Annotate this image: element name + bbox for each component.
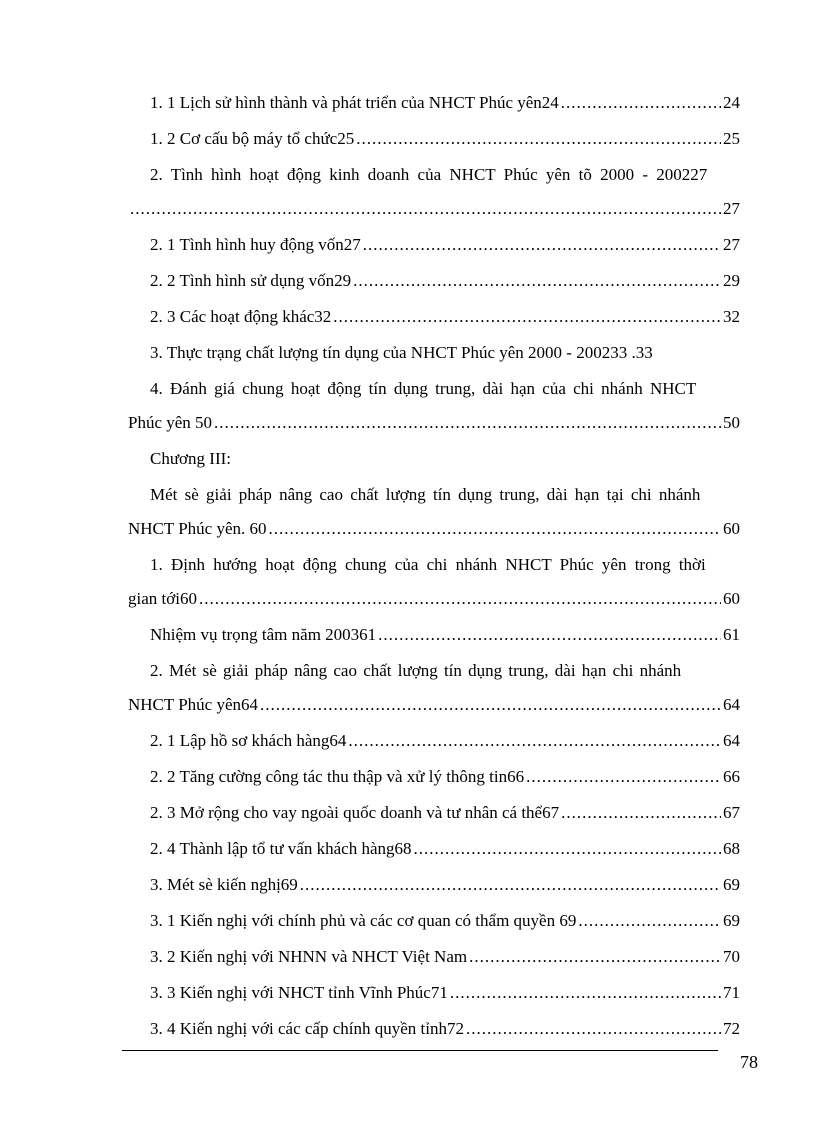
toc-entry[interactable] [128, 618, 740, 652]
toc-entry[interactable] [128, 228, 740, 262]
toc-entry-text: Mét sè giải pháp nâng cao chất lượng tín dụng trung, dài hạn tại chi nhánh [150, 485, 701, 504]
toc-entry-page: 64 [723, 695, 740, 714]
toc-entry-page: 67 [723, 803, 740, 822]
toc-entry-page: 27 [723, 199, 740, 218]
toc-entry-text: 2. 3 Mở rộng cho vay ngoài quốc doanh và tư nhân cá thể67 [150, 803, 560, 822]
toc-entry-text: 3. Mét sè kiến nghị69 [150, 875, 298, 894]
toc-entry-text: 1. Định hướng hoạt động chung của chi nhánh NHCT Phúc yên trong thời [150, 555, 706, 574]
toc-entry-page: 24 [723, 93, 740, 112]
toc-leader-dots [199, 582, 721, 616]
toc-entry-text: Nhiệm vụ trọng tâm năm 200361 [150, 625, 377, 644]
toc-entry-page: 32 [723, 307, 740, 326]
toc-entry-text: 2. 3 Các hoạt động khác32 [150, 307, 332, 326]
toc-leader-dots [450, 976, 721, 1010]
toc-entry-page: 66 [723, 767, 740, 786]
toc-entry[interactable] [128, 158, 740, 226]
toc-leader-dots [578, 904, 721, 938]
toc-entry-text: 2. Tình hình hoạt động kinh doanh của NHCT Phúc yên tõ 2000 - 200227 [150, 165, 708, 184]
chapter-heading [128, 442, 740, 476]
toc-entry[interactable] [128, 336, 740, 370]
toc-leader-dots [269, 512, 721, 546]
toc-entry-text: 3. Thực trạng chất lượng tín dụng của NHCT Phúc yên 2000 - 200233 .33 [150, 343, 653, 362]
toc-entry-text: 2. 4 Thành lập tổ tư vấn khách hàng68 [150, 839, 412, 858]
toc-entry-text: 3. 2 Kiến nghị với NHNN và NHCT Việt Nam [150, 947, 468, 966]
toc-leader-dots [333, 300, 721, 334]
toc-entry[interactable] [128, 976, 740, 1010]
toc-entry[interactable]: Mét sè giải pháp nâng cao chất lượng tín dụng trung, dài hạn tại chi nhánh NHCT Phúc yên. 60 ..... 60 [128, 478, 740, 546]
toc-entry-page: 71 [723, 983, 740, 1002]
page-number: 78 [740, 1052, 758, 1072]
toc-entry-text: 3. 1 Kiến nghị với chính phủ và các cơ quan có thẩm quyền 69 [150, 911, 577, 930]
toc-leader-dots [260, 688, 721, 722]
toc-entry[interactable] [128, 904, 740, 938]
toc-entry-page: 68 [723, 839, 740, 858]
footer-rule [122, 1050, 718, 1051]
toc-entry[interactable]: 2. Mét sè giải pháp nâng cao chất lượng tín dụng trung, dài hạn chi nhánh NHCT Phúc yên64 ..... 64 [128, 654, 740, 722]
toc-leader-dots [300, 868, 721, 902]
toc-entry-text: 4. Đánh giá chung hoạt động tín dụng trung, dài hạn của chi nhánh NHCT [150, 379, 697, 398]
toc-leader-dots [469, 940, 721, 974]
toc-entry[interactable] [128, 940, 740, 974]
toc-entry-text: 1. 1 Lịch sử hình thành và phát triển của NHCT Phúc yên24 [150, 93, 559, 112]
toc-entry-page: 27 [723, 235, 740, 254]
toc-entry-page: 60 [723, 589, 740, 608]
toc-entry[interactable] [128, 760, 740, 794]
toc-entry-text: 3. 3 Kiến nghị với NHCT tỉnh Vĩnh Phúc71 [150, 983, 448, 1002]
table-of-contents [128, 86, 740, 1046]
toc-entry-text: 2. 2 Tình hình sử dụng vốn29 [150, 271, 352, 290]
toc-leader-dots [353, 264, 721, 298]
toc-entry-text: 2. 1 Lập hồ sơ khách hàng64 [150, 731, 347, 750]
toc-entry-page: 69 [723, 911, 740, 930]
toc-entry-page: 50 [723, 413, 740, 432]
toc-entry[interactable] [128, 122, 740, 156]
toc-entry-page: 72 [723, 1019, 740, 1038]
toc-entry-page: 25 [723, 129, 740, 148]
toc-leader-dots [466, 1012, 721, 1046]
toc-entry[interactable] [128, 300, 740, 334]
toc-entry-page: 64 [723, 731, 740, 750]
toc-leader-dots [363, 228, 721, 262]
toc-entry-text: 2. 2 Tăng cường công tác thu thập và xử lý thông tin66 [150, 767, 525, 786]
toc-leader-dots [356, 122, 721, 156]
toc-entry[interactable] [128, 1012, 740, 1046]
toc-leader-dots [413, 832, 721, 866]
toc-entry-page: 29 [723, 271, 740, 290]
toc-leader-dots [526, 760, 721, 794]
toc-leader-dots [561, 796, 721, 830]
toc-entry[interactable] [128, 868, 740, 902]
toc-entry-page: 61 [723, 625, 740, 644]
toc-entry-page: 60 [723, 519, 740, 538]
toc-entry[interactable] [128, 724, 740, 758]
toc-leader-dots [348, 724, 721, 758]
toc-entry-text: 3. 4 Kiến nghị với các cấp chính quyền tỉnh72 [150, 1019, 464, 1038]
toc-entry[interactable]: 1. Định hướng hoạt động chung của chi nhánh NHCT Phúc yên trong thời gian tới60 ..... 60 [128, 548, 740, 616]
toc-leader-dots [561, 86, 721, 120]
toc-leader-dots [214, 406, 721, 440]
toc-leader-dots [130, 192, 721, 226]
toc-entry[interactable] [128, 86, 740, 120]
toc-entry-text: 2. Mét sè giải pháp nâng cao chất lượng tín dụng trung, dài hạn chi nhánh [150, 661, 682, 680]
toc-entry-text: 1. 2 Cơ cấu bộ máy tổ chức25 [150, 129, 355, 148]
toc-leader-dots [378, 618, 721, 652]
toc-entry[interactable] [128, 832, 740, 866]
toc-entry[interactable] [128, 796, 740, 830]
toc-entry-text: 2. 1 Tình hình huy động vốn27 [150, 235, 361, 254]
chapter-heading-text: Chương III: [150, 449, 231, 468]
toc-entry-page: 69 [723, 875, 740, 894]
toc-entry[interactable] [128, 264, 740, 298]
toc-entry-page: 70 [723, 947, 740, 966]
toc-entry[interactable]: 4. Đánh giá chung hoạt động tín dụng trung, dài hạn của chi nhánh NHCT Phúc yên 50 ..... 50 [128, 372, 740, 440]
